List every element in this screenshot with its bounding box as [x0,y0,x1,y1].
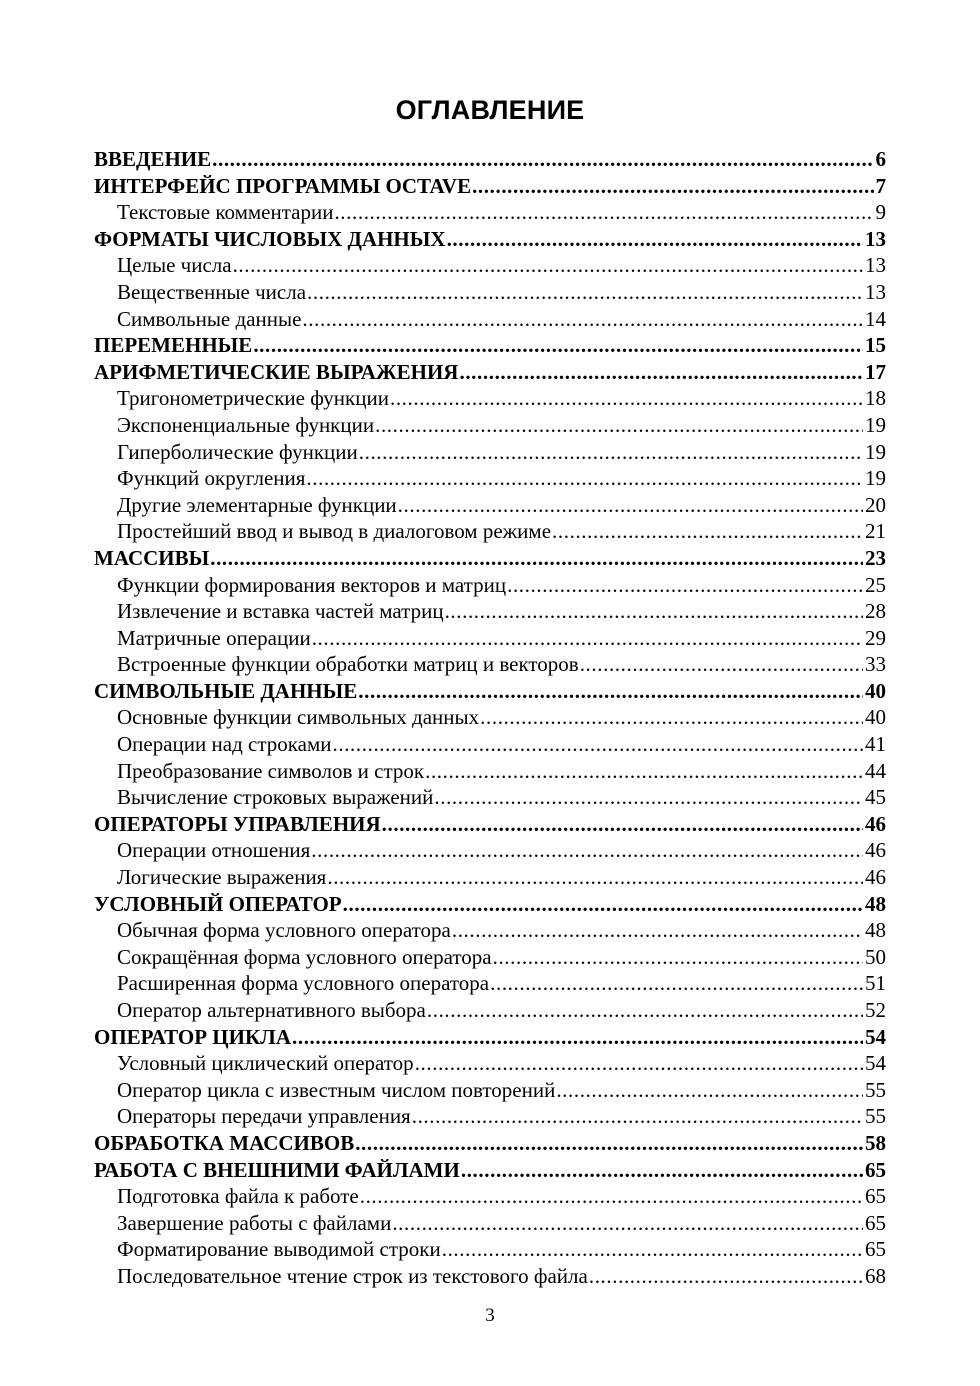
toc-entry-title: ИНТЕРФЕЙС ПРОГРАММЫ OCTAVE [94,173,472,198]
dot-leader [490,970,863,997]
toc-section-entry [94,784,886,811]
toc-entry-title: ВВЕДЕНИЕ [94,147,212,171]
toc-entry-title: ФОРМАТЫ ЧИСЛОВЫХ ДАННЫХ [94,226,446,251]
toc-entry-title: Операции отношения [117,838,311,863]
dot-leader [412,1103,863,1130]
toc-entry-title: Матричные операции [117,625,311,650]
toc-section-entry [94,1077,886,1104]
toc-entry-page: 20 [865,492,886,517]
toc-section-entry [94,252,886,279]
toc-section-entry [94,1236,886,1263]
toc-entry-page: 28 [865,599,886,624]
dot-leader [375,412,863,439]
dot-leader [425,758,863,785]
toc-section-entry [94,1183,886,1210]
toc-entry-page: 46 [865,838,886,863]
page-title: ОГЛАВЛЕНИЕ [395,95,585,125]
toc-entry-page: 51 [865,971,886,996]
dot-leader [343,891,863,918]
dot-leader [312,625,863,652]
toc-section-entry [94,439,886,466]
toc-entry-title: УСЛОВНЫЙ ОПЕРАТОР [94,891,342,916]
toc-section-entry [94,1210,886,1237]
toc-entry-title: Оператор альтернативного выбора [117,998,426,1022]
dot-leader [360,1183,863,1210]
toc-entry-page: 54 [865,1024,886,1049]
toc-entry-page: 55 [865,1104,886,1129]
toc-entry-title: Целые числа [117,253,232,278]
toc-entry-title: Вычисление строковых выражений [117,785,434,810]
toc-entry-page: 14 [865,306,886,331]
toc-entry-page: 40 [865,678,886,703]
toc-chapter-entry [94,359,886,386]
toc-entry-title: Функции формирования векторов и матриц [117,572,507,597]
toc-section-entry [94,199,886,226]
dot-leader [459,359,863,386]
toc-entry-page: 13 [865,253,886,278]
toc-entry-title: Расширенная форма условного оператора [117,971,490,996]
toc-entry-page: 13 [865,279,886,304]
toc-section-entry [94,731,886,758]
toc-entry-page: 25 [865,572,886,597]
toc-entry-title: Условный циклический оператор [117,1051,414,1076]
dot-leader [507,572,863,599]
toc-section-entry [94,279,886,306]
toc-entry-page: 46 [865,865,886,890]
toc-chapter-entry [94,146,886,173]
toc-entry-title: Логические выражения [117,865,327,890]
toc-chapter-entry [94,1130,886,1157]
dot-leader [333,731,864,758]
toc-section-entry [94,492,886,519]
dot-leader [445,598,863,625]
toc-entry-title: ОПЕРАТОРЫ УПРАВЛЕНИЯ [94,811,381,836]
toc-section-entry [94,598,886,625]
dot-leader [212,146,873,173]
toc-entry-page: 55 [865,1077,886,1102]
dot-leader [398,492,863,519]
dot-leader [358,678,863,705]
dot-leader [442,1236,863,1263]
toc-entry-page: 46 [865,811,886,836]
dot-leader [480,704,863,731]
toc-chapter-entry [94,891,886,918]
dot-leader [253,332,863,359]
toc-entry-title: Извлечение и вставка частей матриц [117,599,444,624]
page-number: 3 [485,1305,495,1326]
toc-entry-page: 19 [865,412,886,437]
toc-chapter-entry [94,173,886,200]
dot-leader [589,1263,863,1290]
toc-section-entry [94,306,886,333]
toc-entry-page: 19 [865,466,886,491]
toc-chapter-entry [94,1157,886,1184]
toc-entry-title: Завершение работы с файлами [117,1210,392,1235]
toc-section-entry [94,625,886,652]
toc-entry-title: Подготовка файла к работе [117,1184,359,1209]
toc-entry-page: 45 [865,785,886,810]
toc-chapter-entry [94,678,886,705]
toc-chapter-entry [94,811,886,838]
toc-entry-title: ПЕРЕМЕННЫЕ [94,333,253,358]
toc-section-entry [94,758,886,785]
dot-leader [556,1077,863,1104]
toc-section-entry [94,651,886,678]
toc-entry-page: 17 [865,359,886,384]
toc-entry-page: 44 [865,758,886,783]
toc-entry-title: Операции над строками [117,732,332,757]
toc-entry-title: Последовательное чтение строк из текстового файла [117,1263,588,1288]
toc-entry-title: Гиперболические функции [117,439,358,464]
toc-entry-page: 48 [865,918,886,943]
dot-leader [292,1024,863,1051]
toc-entry-title: РАБОТА С ВНЕШНИМИ ФАЙЛАМИ [94,1157,460,1182]
toc-entry-title: АРИФМЕТИЧЕСКИЕ ВЫРАЖЕНИЯ [94,359,459,384]
toc-entry-page: 65 [865,1210,886,1235]
dot-leader [311,837,863,864]
dot-leader [327,864,863,891]
toc-entry-page: 65 [865,1237,886,1262]
toc-section-entry [94,572,886,599]
toc-section-entry [94,704,886,731]
dot-leader [434,784,863,811]
toc-entry-title: Обычная форма условного оператора [117,918,451,943]
toc-section-entry [94,518,886,545]
toc-section-entry [94,970,886,997]
toc-entry-title: Функций округления [117,466,306,491]
toc-section-entry [94,837,886,864]
toc-entry-title: Основные функции символьных данных [117,705,480,730]
dot-leader [306,465,863,492]
toc-entry-title: Простейший ввод и вывод в диалоговом режиме [117,519,552,544]
dot-leader [382,811,863,838]
toc-entry-title: Текстовые комментарии [117,200,334,225]
dot-leader [210,545,863,572]
toc-entry-page: 15 [865,333,886,358]
dot-leader [233,252,863,279]
toc-entry-title: Преобразование символов и строк [117,758,425,783]
toc-entry-title: Экспоненциальные функции [117,412,375,437]
toc-section-entry [94,1263,886,1290]
dot-leader [392,1210,863,1237]
dot-leader [452,917,863,944]
dot-leader [493,944,863,971]
toc-entry-title: Сокращённая форма условного оператора [117,944,492,969]
toc-entry-title: Встроенные функции обработки матриц и векторов [117,652,579,677]
dot-leader [552,518,863,545]
toc-section-entry [94,412,886,439]
toc-entry-page: 40 [865,705,886,730]
toc-section-entry [94,997,886,1024]
dot-leader [302,306,863,333]
toc-entry-title: МАССИВЫ [94,545,210,570]
toc-entry-title: ОБРАБОТКА МАССИВОВ [94,1130,355,1155]
toc-entry-page: 58 [865,1130,886,1155]
toc-entry-page: 23 [865,545,886,570]
toc-entry-title: СИМВОЛЬНЫЕ ДАННЫЕ [94,678,358,703]
toc-entry-page: 54 [865,1051,886,1076]
toc-entry-title: Вещественные числа [117,279,307,304]
toc-entry-page: 18 [865,386,886,411]
toc-entry-title: Оператор цикла с известным числом повторений [117,1077,556,1102]
dot-leader [359,439,863,466]
dot-leader [447,226,863,253]
toc-entry-title: ОПЕРАТОР ЦИКЛА [94,1024,291,1049]
toc-section-entry [94,1103,886,1130]
dot-leader [334,199,873,226]
toc-section-entry [94,1050,886,1077]
toc-entry-page: 65 [865,1157,886,1182]
toc-entry-page: 19 [865,439,886,464]
toc-entry-title: Форматирование выводимой строки [117,1237,441,1262]
toc-entry-title: Тригонометрические функции [117,386,389,411]
table-of-contents [94,146,886,1290]
toc-entry-title: Другие элементарные функции [117,492,397,517]
toc-chapter-entry [94,545,886,572]
dot-leader [461,1157,863,1184]
toc-entry-page: 52 [865,998,886,1022]
toc-entry-page: 9 [875,200,886,225]
dot-leader [580,651,863,678]
toc-entry-page: 41 [865,732,886,757]
toc-entry-title: Операторы передачи управления [117,1104,411,1129]
toc-entry-page: 6 [875,147,886,171]
toc-entry-page: 68 [865,1263,886,1288]
toc-entry-page: 50 [865,944,886,969]
dot-leader [307,279,863,306]
toc-section-entry [94,944,886,971]
dot-leader [355,1130,863,1157]
toc-entry-page: 48 [865,891,886,916]
toc-chapter-entry [94,1024,886,1051]
toc-entry-title: Символьные данные [117,306,302,331]
toc-entry-page: 13 [865,226,886,251]
toc-chapter-entry [94,332,886,359]
dot-leader [472,173,873,200]
toc-entry-page: 29 [865,625,886,650]
toc-entry-page: 33 [865,652,886,677]
dot-leader [427,997,863,1024]
dot-leader [415,1050,863,1077]
toc-section-entry [94,465,886,492]
dot-leader [390,385,863,412]
toc-section-entry [94,864,886,891]
toc-section-entry [94,385,886,412]
toc-entry-page: 21 [865,519,886,544]
toc-chapter-entry [94,226,886,253]
toc-entry-page: 7 [875,173,886,198]
toc-section-entry [94,917,886,944]
toc-entry-page: 65 [865,1184,886,1209]
